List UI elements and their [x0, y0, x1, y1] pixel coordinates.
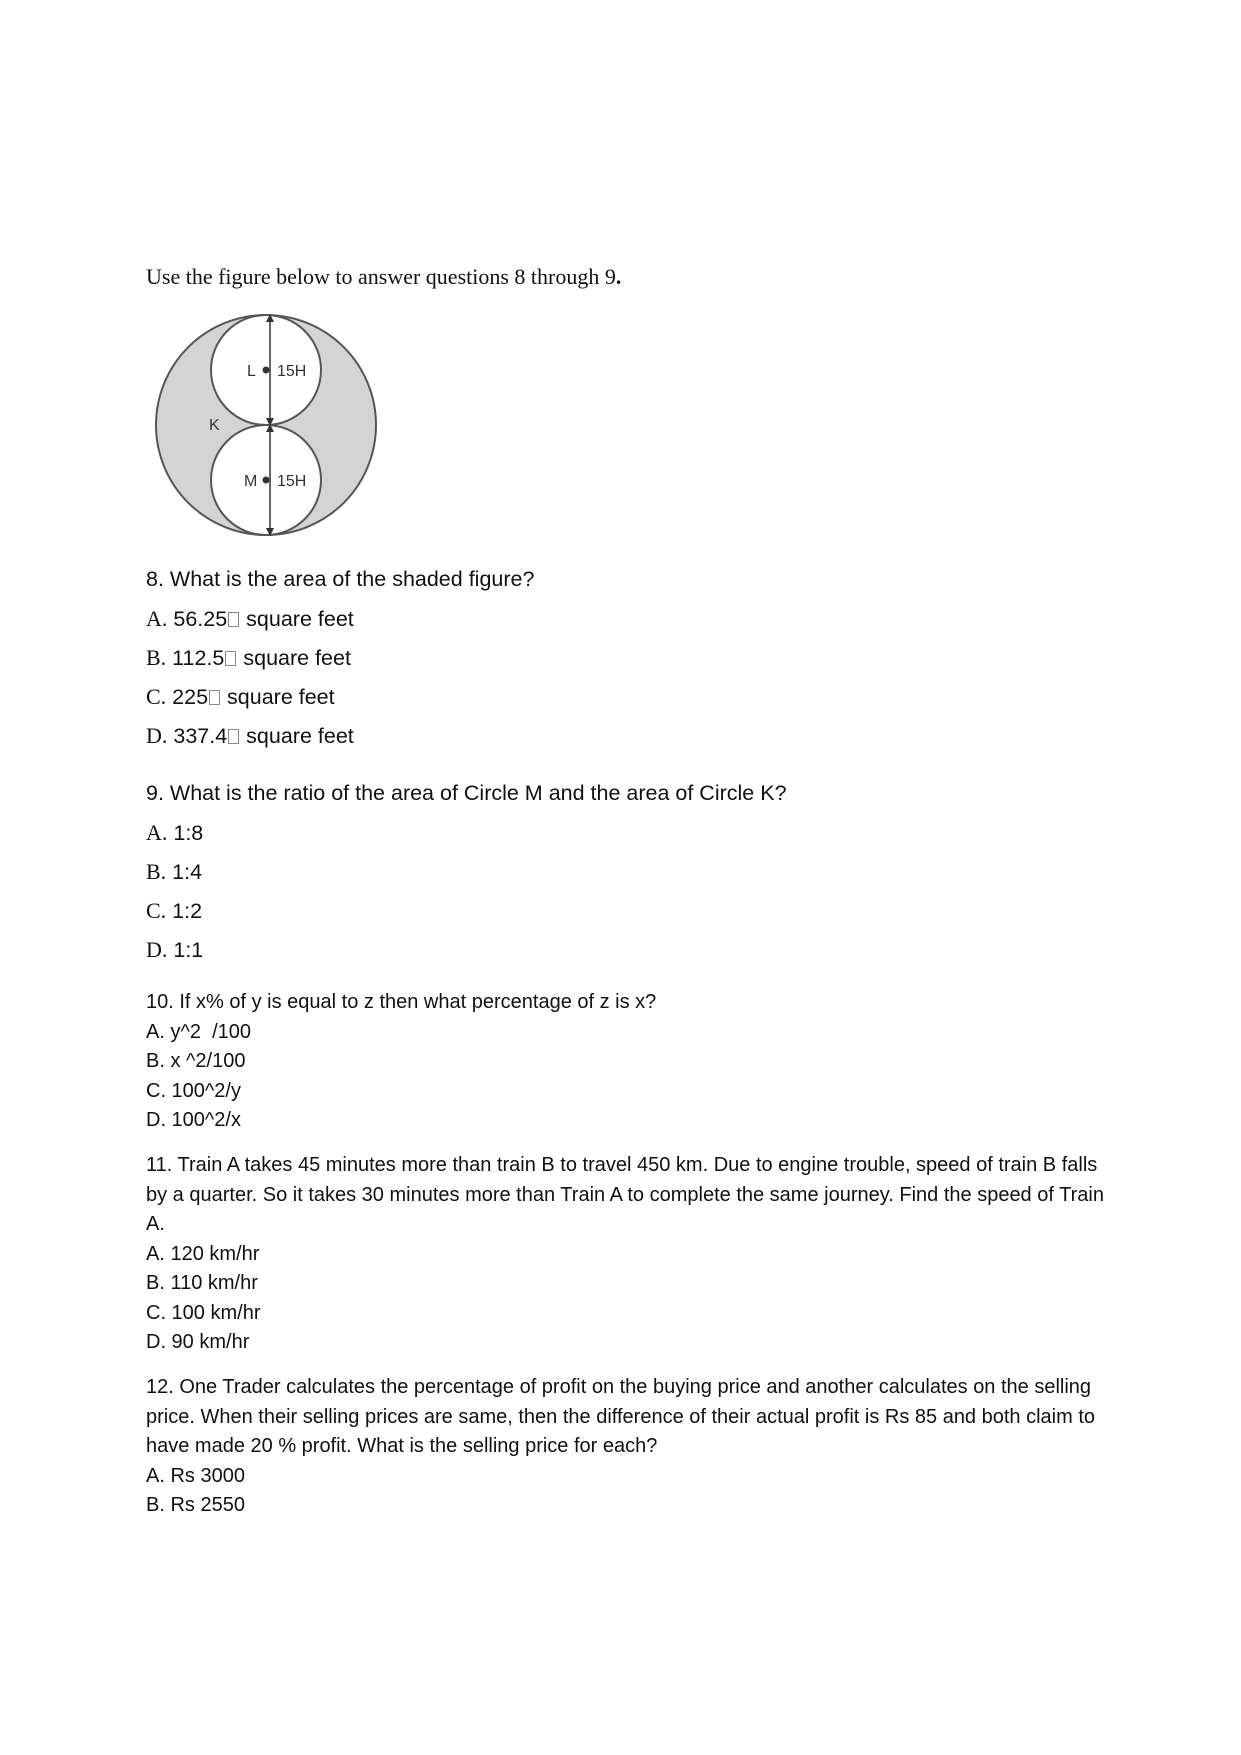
q10-option-c: C. 100^2/y — [146, 1079, 241, 1102]
figure-intro-end: . — [615, 264, 622, 289]
q8-option-c: C. 225 square feet — [146, 684, 335, 709]
q8-option-b: B. 112.5 square feet — [146, 645, 351, 670]
q10-option-b: B. x ^2/100 — [146, 1050, 246, 1072]
q11-block — [146, 1151, 1106, 1358]
q10-option-a: A. y^2 /100 — [146, 1020, 251, 1043]
q10-option-d: D. 100^2/x — [146, 1109, 241, 1131]
missing-glyph-icon — [209, 690, 220, 705]
dim-bottom-label: 15H — [277, 473, 307, 490]
q10-block — [146, 988, 1106, 1136]
q9-option-d: D. 1:1 — [146, 937, 204, 962]
missing-glyph-icon — [228, 612, 239, 627]
q9-question: 9. What is the ratio of the area of Circle M and the area of Circle K? — [146, 781, 787, 805]
missing-glyph-icon — [225, 651, 236, 666]
label-m: M — [244, 473, 258, 490]
label-l: L — [247, 363, 256, 380]
q10-question: 10. If x% of y is equal to z then what percentage of z is x? — [146, 991, 657, 1013]
dim-top-label: 15H — [277, 363, 307, 380]
q9-option-c: C. 1:2 — [146, 898, 203, 923]
figure-intro-text: Use the figure below to answer questions 8 through 9 — [146, 264, 616, 289]
missing-glyph-icon — [228, 729, 239, 744]
q12-option-a: A. Rs 3000 — [146, 1464, 245, 1487]
center-l-dot — [263, 367, 270, 374]
center-m-dot — [263, 477, 270, 484]
q9-option-b: B. 1:4 — [146, 859, 203, 884]
q11-option-a: A. 120 km/hr — [146, 1242, 260, 1265]
q11-option-c: C. 100 km/hr — [146, 1301, 261, 1324]
q8-option-a: A. 56.25 square feet — [146, 606, 354, 631]
q11-question: 11. Train A takes 45 minutes more than train B to travel 450 km. Due to engine trouble, speed of train B falls by a quarter. So it takes 30 minutes more than Train A to complete the same journey. Find the speed of Train A. — [146, 1154, 1104, 1235]
q8-question: 8. What is the area of the shaded figure? — [146, 567, 535, 591]
q9-option-a: A. 1:8 — [146, 820, 204, 845]
q11-option-b: B. 110 km/hr — [146, 1272, 258, 1294]
q12-question: 12. One Trader calculates the percentage of profit on the buying price and another calculates on the selling price. When their selling prices are same, then the difference of their actual profit is Rs 85 and both claim to have made 20 % profit. What is the selling price for each? — [146, 1376, 1096, 1457]
figure-intro — [146, 264, 621, 290]
label-k: K — [209, 417, 220, 434]
q12-option-b: B. Rs 2550 — [146, 1494, 245, 1516]
circles-figure — [146, 310, 386, 540]
q8-option-d: D. 337.4 square feet — [146, 723, 354, 748]
q11-option-d: D. 90 km/hr — [146, 1331, 250, 1353]
q12-block — [146, 1373, 1106, 1521]
